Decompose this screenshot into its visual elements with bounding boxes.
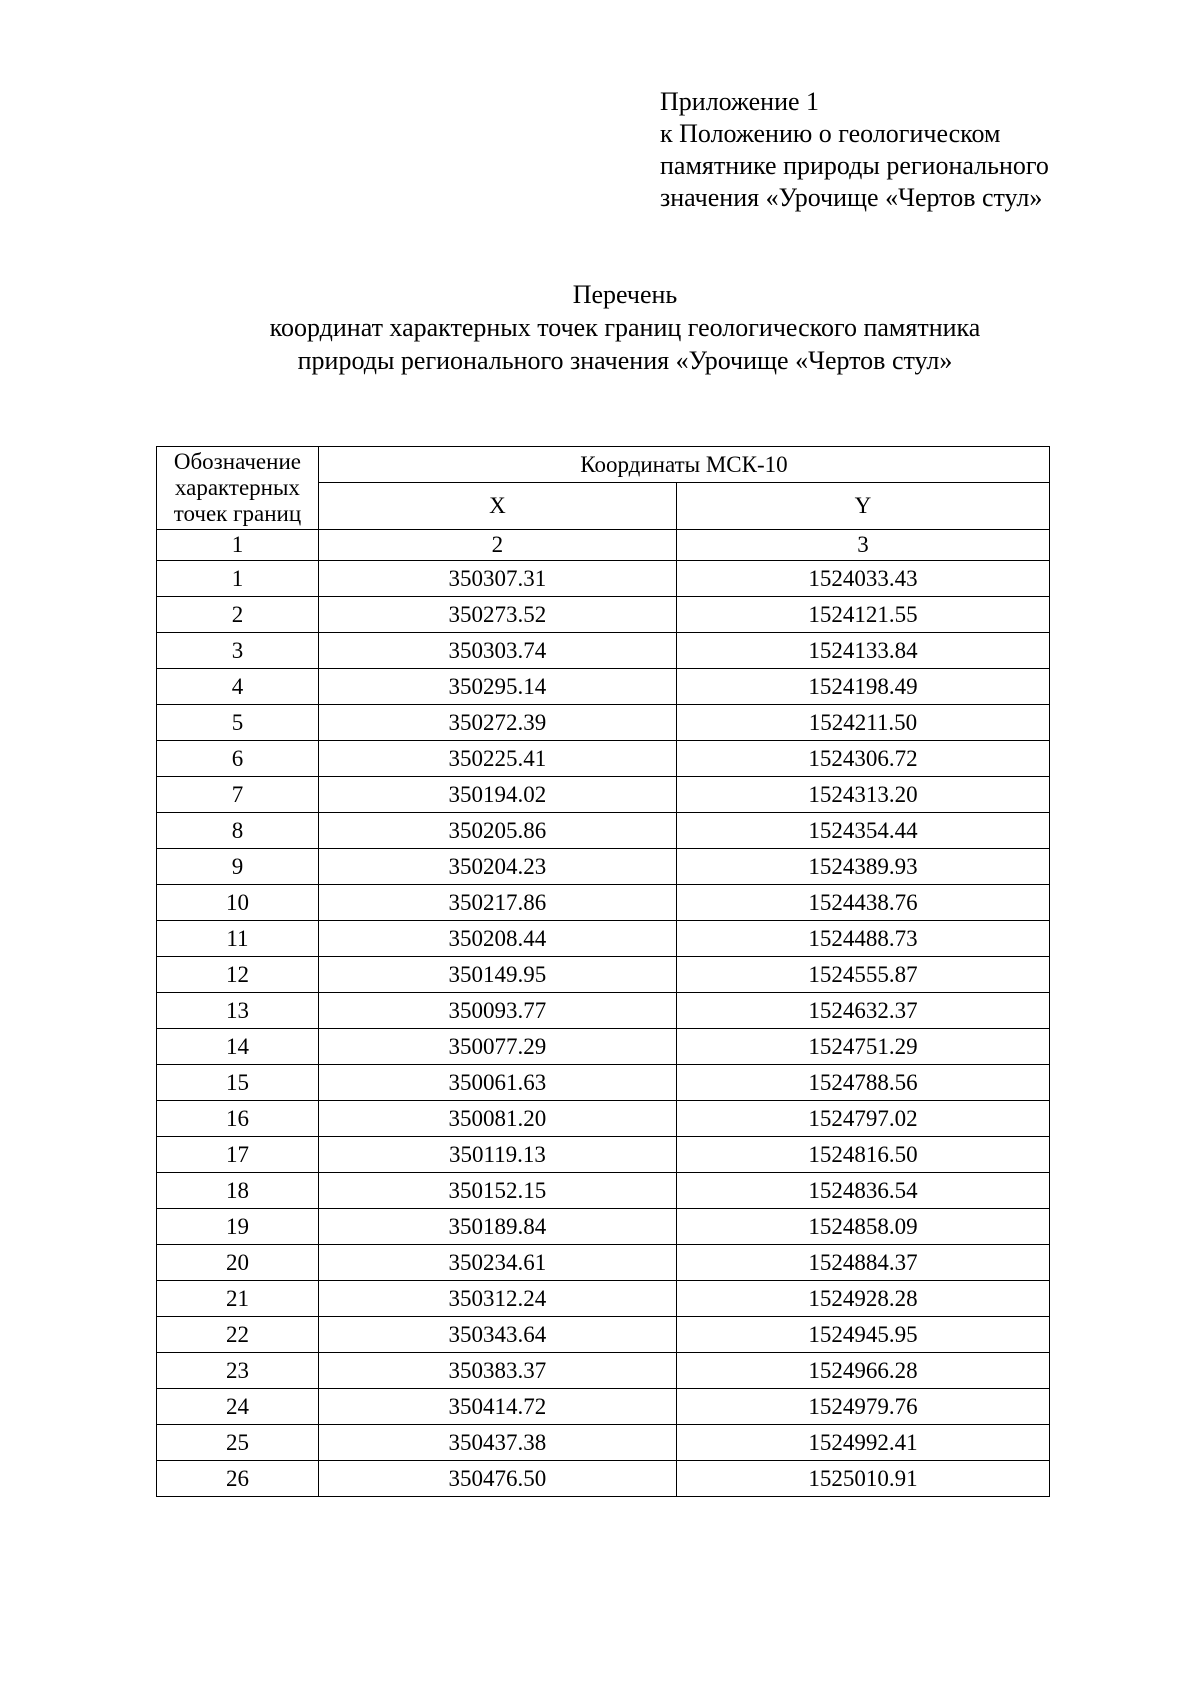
column-number: 2 [318,530,676,561]
x-coordinate-cell: 350189.84 [318,1209,676,1245]
x-coordinate-cell: 350273.52 [318,597,676,633]
point-number-cell: 8 [157,813,319,849]
x-coordinate-cell: 350307.31 [318,561,676,597]
table-row [157,993,1050,1029]
header-y: Y [676,483,1049,530]
y-coordinate-cell: 1524945.95 [676,1317,1049,1353]
y-coordinate-cell: 1524354.44 [676,813,1049,849]
y-coordinate-cell: 1524121.55 [676,597,1049,633]
title-line: природы регионального значения «Урочище «Чертов стул» [297,346,953,375]
column-number: 1 [157,530,319,561]
table-row [157,921,1050,957]
y-coordinate-cell: 1524488.73 [676,921,1049,957]
table-row [157,1245,1050,1281]
y-coordinate-cell: 1524797.02 [676,1101,1049,1137]
table-row [157,597,1050,633]
x-coordinate-cell: 350204.23 [318,849,676,885]
header-x: X [318,483,676,530]
table-row [157,561,1050,597]
point-number-cell: 19 [157,1209,319,1245]
point-number-cell: 6 [157,741,319,777]
point-number-cell: 11 [157,921,319,957]
x-coordinate-cell: 350234.61 [318,1245,676,1281]
point-number-cell: 18 [157,1173,319,1209]
point-number-cell: 13 [157,993,319,1029]
x-coordinate-cell: 350217.86 [318,885,676,921]
table-row [157,741,1050,777]
table-row [157,1425,1050,1461]
point-number-cell: 2 [157,597,319,633]
table-row [157,1317,1050,1353]
column-number-row [157,530,1050,561]
table-row [157,1065,1050,1101]
y-coordinate-cell: 1524313.20 [676,777,1049,813]
y-coordinate-cell: 1525010.91 [676,1461,1049,1497]
y-coordinate-cell: 1524555.87 [676,957,1049,993]
x-coordinate-cell: 350081.20 [318,1101,676,1137]
y-coordinate-cell: 1524632.37 [676,993,1049,1029]
point-number-cell: 1 [157,561,319,597]
table-row [157,813,1050,849]
y-coordinate-cell: 1524133.84 [676,633,1049,669]
y-coordinate-cell: 1524389.93 [676,849,1049,885]
x-coordinate-cell: 350093.77 [318,993,676,1029]
y-coordinate-cell: 1524966.28 [676,1353,1049,1389]
appendix-reference [660,86,1049,214]
x-coordinate-cell: 350312.24 [318,1281,676,1317]
table-row [157,1137,1050,1173]
point-number-cell: 24 [157,1389,319,1425]
point-number-cell: 21 [157,1281,319,1317]
table-row [157,1101,1050,1137]
table-row [157,1029,1050,1065]
point-number-cell: 25 [157,1425,319,1461]
table-row [157,777,1050,813]
y-coordinate-cell: 1524211.50 [676,705,1049,741]
y-coordinate-cell: 1524816.50 [676,1137,1049,1173]
y-coordinate-cell: 1524788.56 [676,1065,1049,1101]
point-number-cell: 15 [157,1065,319,1101]
x-coordinate-cell: 350303.74 [318,633,676,669]
point-number-cell: 23 [157,1353,319,1389]
y-coordinate-cell: 1524033.43 [676,561,1049,597]
table-row [157,1281,1050,1317]
y-coordinate-cell: 1524751.29 [676,1029,1049,1065]
table-row [157,1209,1050,1245]
x-coordinate-cell: 350119.13 [318,1137,676,1173]
point-number-cell: 17 [157,1137,319,1173]
x-coordinate-cell: 350225.41 [318,741,676,777]
table-row [157,849,1050,885]
table-row [157,957,1050,993]
point-number-cell: 4 [157,669,319,705]
table-row [157,1389,1050,1425]
header-point-line: характерных [174,475,300,500]
point-number-cell: 22 [157,1317,319,1353]
appendix-line: к Положению о геологическом [660,119,1001,148]
x-coordinate-cell: 350061.63 [318,1065,676,1101]
x-coordinate-cell: 350149.95 [318,957,676,993]
y-coordinate-cell: 1524438.76 [676,885,1049,921]
point-number-cell: 9 [157,849,319,885]
y-coordinate-cell: 1524198.49 [676,669,1049,705]
table-row [157,885,1050,921]
header-coordinates-group: Координаты МСК-10 [318,447,1049,483]
x-coordinate-cell: 350414.72 [318,1389,676,1425]
point-number-cell: 12 [157,957,319,993]
point-number-cell: 5 [157,705,319,741]
x-coordinate-cell: 350152.15 [318,1173,676,1209]
table-row [157,669,1050,705]
x-coordinate-cell: 350295.14 [318,669,676,705]
point-number-cell: 7 [157,777,319,813]
title-line: координат характерных точек границ геологического памятника [269,313,981,342]
header-point-designation [157,447,319,530]
document-title [150,278,1100,377]
point-number-cell: 10 [157,885,319,921]
appendix-line: значения «Урочище «Чертов стул» [660,183,1043,212]
y-coordinate-cell: 1524928.28 [676,1281,1049,1317]
table-row [157,705,1050,741]
appendix-line: памятнике природы регионального [660,151,1049,180]
y-coordinate-cell: 1524979.76 [676,1389,1049,1425]
point-number-cell: 20 [157,1245,319,1281]
column-number: 3 [676,530,1049,561]
y-coordinate-cell: 1524884.37 [676,1245,1049,1281]
x-coordinate-cell: 350383.37 [318,1353,676,1389]
table-row [157,1173,1050,1209]
title-line: Перечень [572,280,678,309]
appendix-line: Приложение 1 [660,87,820,116]
table-row [157,1353,1050,1389]
x-coordinate-cell: 350272.39 [318,705,676,741]
y-coordinate-cell: 1524992.41 [676,1425,1049,1461]
point-number-cell: 14 [157,1029,319,1065]
header-point-line: точек границ [173,501,302,526]
x-coordinate-cell: 350437.38 [318,1425,676,1461]
y-coordinate-cell: 1524836.54 [676,1173,1049,1209]
x-coordinate-cell: 350077.29 [318,1029,676,1065]
point-number-cell: 3 [157,633,319,669]
table-row [157,633,1050,669]
header-point-line: Обозначение [173,449,301,474]
point-number-cell: 26 [157,1461,319,1497]
coordinates-table [156,446,1050,1497]
table-header-row [157,447,1050,483]
x-coordinate-cell: 350476.50 [318,1461,676,1497]
x-coordinate-cell: 350205.86 [318,813,676,849]
x-coordinate-cell: 350208.44 [318,921,676,957]
x-coordinate-cell: 350194.02 [318,777,676,813]
point-number-cell: 16 [157,1101,319,1137]
y-coordinate-cell: 1524306.72 [676,741,1049,777]
table-row [157,1461,1050,1497]
x-coordinate-cell: 350343.64 [318,1317,676,1353]
y-coordinate-cell: 1524858.09 [676,1209,1049,1245]
